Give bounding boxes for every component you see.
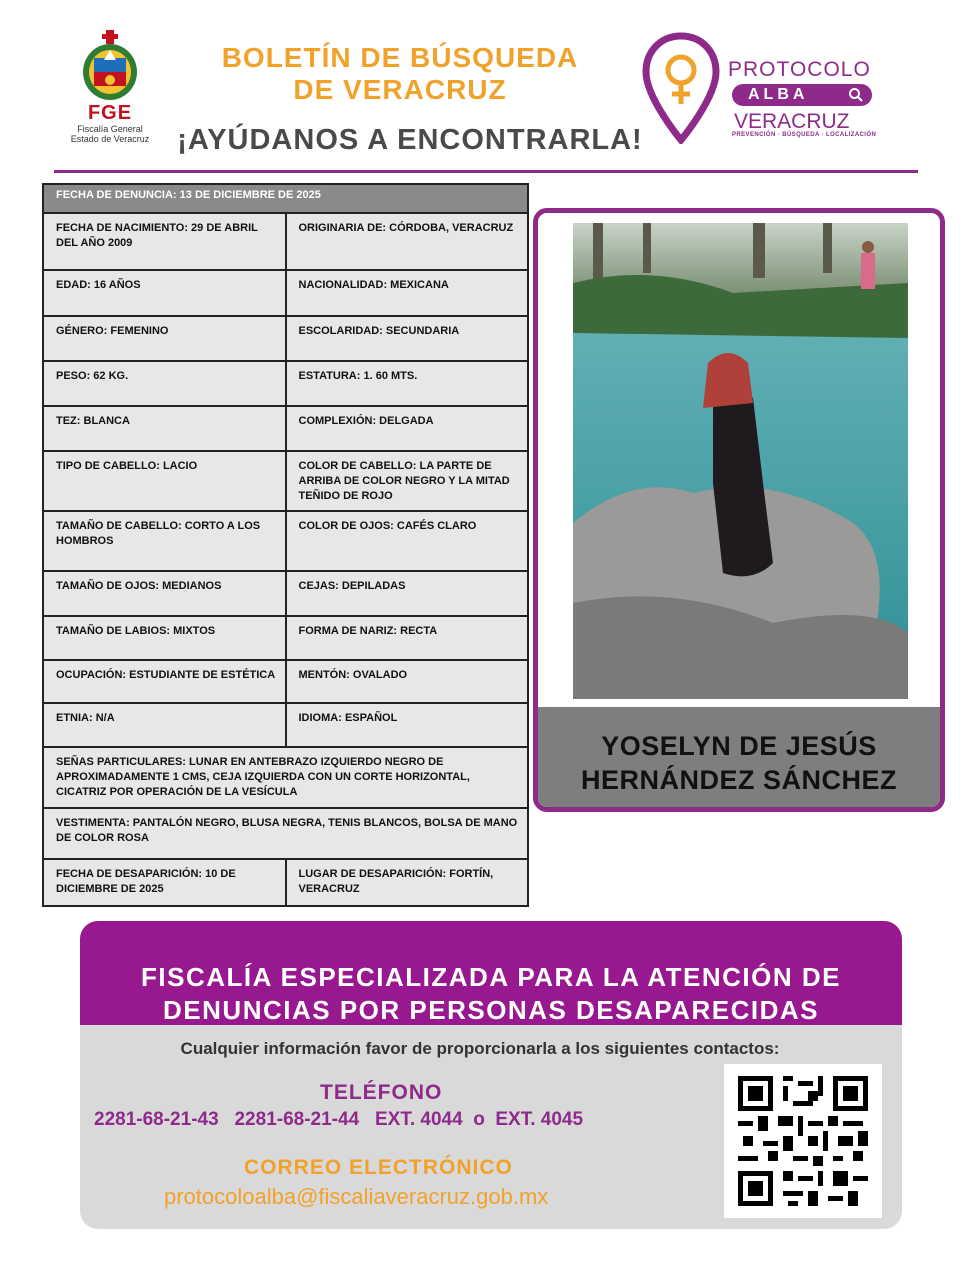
missing-person-info-table — [42, 183, 529, 907]
table-row — [44, 317, 527, 362]
origin: ORIGINARIA DE: CÓRDOBA, VERACRUZ — [285, 214, 528, 269]
table-row — [44, 617, 527, 661]
alba-protocolo-label: PROTOCOLO — [728, 58, 871, 81]
fge-logo — [58, 30, 162, 144]
eye-color: COLOR DE OJOS: CAFÉS CLARO — [285, 512, 528, 570]
distinguishing-marks: SEÑAS PARTICULARES: LUNAR EN ANTEBRAZO IZQUIERDO NEGRO DE APROXIMADAMENTE 1 CMS, CEJA IZQUIERDA CON UN CORTE HORIZONTAL, CICATRIZ POR OPERACIÓN DE LA VESÍCULA — [56, 756, 470, 798]
nose: FORMA DE NARIZ: RECTA — [285, 617, 528, 659]
table-row — [44, 362, 527, 407]
alba-name-box — [732, 84, 872, 106]
chin: MENTÓN: OVALADO — [285, 661, 528, 702]
occupation: OCUPACIÓN: ESTUDIANTE DE ESTÉTICA — [56, 669, 276, 681]
lips: TAMAÑO DE LABIOS: MIXTOS — [56, 625, 216, 637]
table-row — [44, 661, 527, 704]
header-divider — [54, 170, 918, 173]
report-date: FECHA DE DENUNCIA: 13 DE DICIEMBRE DE 2025 — [56, 189, 321, 201]
table-row — [44, 809, 527, 860]
table-row — [44, 572, 527, 617]
table-row — [44, 512, 527, 572]
alba-name-label: ALBA — [748, 86, 809, 103]
table-row — [44, 185, 527, 214]
agency-title-line2: DENUNCIAS POR PERSONAS DESAPARECIDAS — [163, 995, 819, 1025]
birth-date: FECHA DE NACIMIENTO: 29 DE ABRIL DEL AÑO 2009 — [56, 222, 258, 249]
agency-title-line1: FISCALÍA ESPECIALIZADA PARA LA ATENCIÓN DE — [141, 962, 841, 992]
nationality: NACIONALIDAD: MEXICANA — [285, 271, 528, 315]
person-name-line2: HERNÁNDEZ SÁNCHEZ — [580, 765, 897, 795]
table-row — [44, 214, 527, 271]
height: ESTATURA: 1. 60 MTS. — [285, 362, 528, 405]
table-row — [44, 452, 527, 512]
bulletin-title-line1: BOLETÍN DE BÚSQUEDA — [221, 42, 579, 73]
clothing: VESTIMENTA: PANTALÓN NEGRO, BLUSA NEGRA, TENIS BLANCOS, BOLSA DE MANO DE COLOR ROSA — [56, 817, 518, 844]
skin-tone: TEZ: BLANCA — [56, 415, 130, 427]
weight: PESO: 62 KG. — [56, 370, 129, 382]
hair-color: COLOR DE CABELLO: LA PARTE DE ARRIBA DE COLOR NEGRO Y LA MITAD TEÑIDO DE ROJO — [285, 452, 528, 510]
age: EDAD: 16 AÑOS — [56, 279, 141, 291]
table-row — [44, 704, 527, 748]
protocolo-alba-logo — [642, 32, 882, 147]
bulletin-title — [190, 42, 610, 106]
schooling: ESCOLARIDAD: SECUNDARIA — [285, 317, 528, 360]
eye-size: TAMAÑO DE OJOS: MEDIANOS — [56, 580, 222, 592]
phone-label: TELÉFONO — [320, 1081, 443, 1104]
hair-type: TIPO DE CABELLO: LACIO — [56, 460, 198, 472]
search-icon — [848, 87, 864, 103]
help-find-heading: ¡AYÚDANOS A ENCONTRARLA! — [177, 124, 643, 156]
alba-region-label: VERACRUZ — [734, 110, 850, 133]
table-row — [44, 748, 527, 809]
phone-numbers[interactable]: 2281-68-21-43 2281-68-21-44 EXT. 4044 o EXT. 4045 — [94, 1109, 584, 1130]
build: COMPLEXIÓN: DELGADA — [285, 407, 528, 450]
email-label: CORREO ELECTRÓNICO — [244, 1156, 513, 1179]
person-photo-card — [533, 208, 945, 812]
contact-footer — [80, 921, 902, 1229]
ethnicity: ETNIA: N/A — [56, 712, 115, 724]
table-row — [44, 407, 527, 452]
bulletin-title-line2: DE VERACRUZ — [293, 74, 507, 105]
missing-date: FECHA DE DESAPARICIÓN: 10 DE DICIEMBRE DE 2025 — [56, 868, 236, 895]
missing-place: LUGAR DE DESAPARICIÓN: FORTÍN, VERACRUZ — [285, 860, 528, 905]
gender: GÉNERO: FEMENINO — [56, 325, 169, 337]
fge-name-line1: Fiscalía General — [77, 124, 143, 134]
missing-person-photo — [573, 223, 908, 699]
eyebrows: CEJAS: DEPILADAS — [285, 572, 528, 615]
fge-name-line2: Estado de Veracruz — [70, 134, 150, 144]
qr-code[interactable] — [724, 1064, 882, 1218]
person-name-line1: YOSELYN DE JESÚS — [601, 731, 877, 761]
veracruz-coat-of-arms-icon — [78, 30, 142, 102]
alba-tagline: PREVENCIÓN · BÚSQUEDA · LOCALIZACIÓN — [732, 132, 877, 138]
fge-abbreviation: FGE — [87, 102, 133, 124]
contact-intro: Cualquier información favor de proporcionarla a los siguientes contactos: — [180, 1039, 780, 1058]
person-name-band — [538, 707, 940, 807]
location-pin-female-icon — [642, 32, 720, 144]
agency-band — [80, 921, 902, 1025]
table-row — [44, 860, 527, 905]
language: IDIOMA: ESPAÑOL — [285, 704, 528, 746]
email-link[interactable]: protocoloalba@fiscaliaveracruz.gob.mx — [164, 1184, 549, 1209]
table-row — [44, 271, 527, 317]
qr-code-icon — [738, 1076, 868, 1206]
hair-length: TAMAÑO DE CABELLO: CORTO A LOS HOMBROS — [56, 520, 261, 547]
